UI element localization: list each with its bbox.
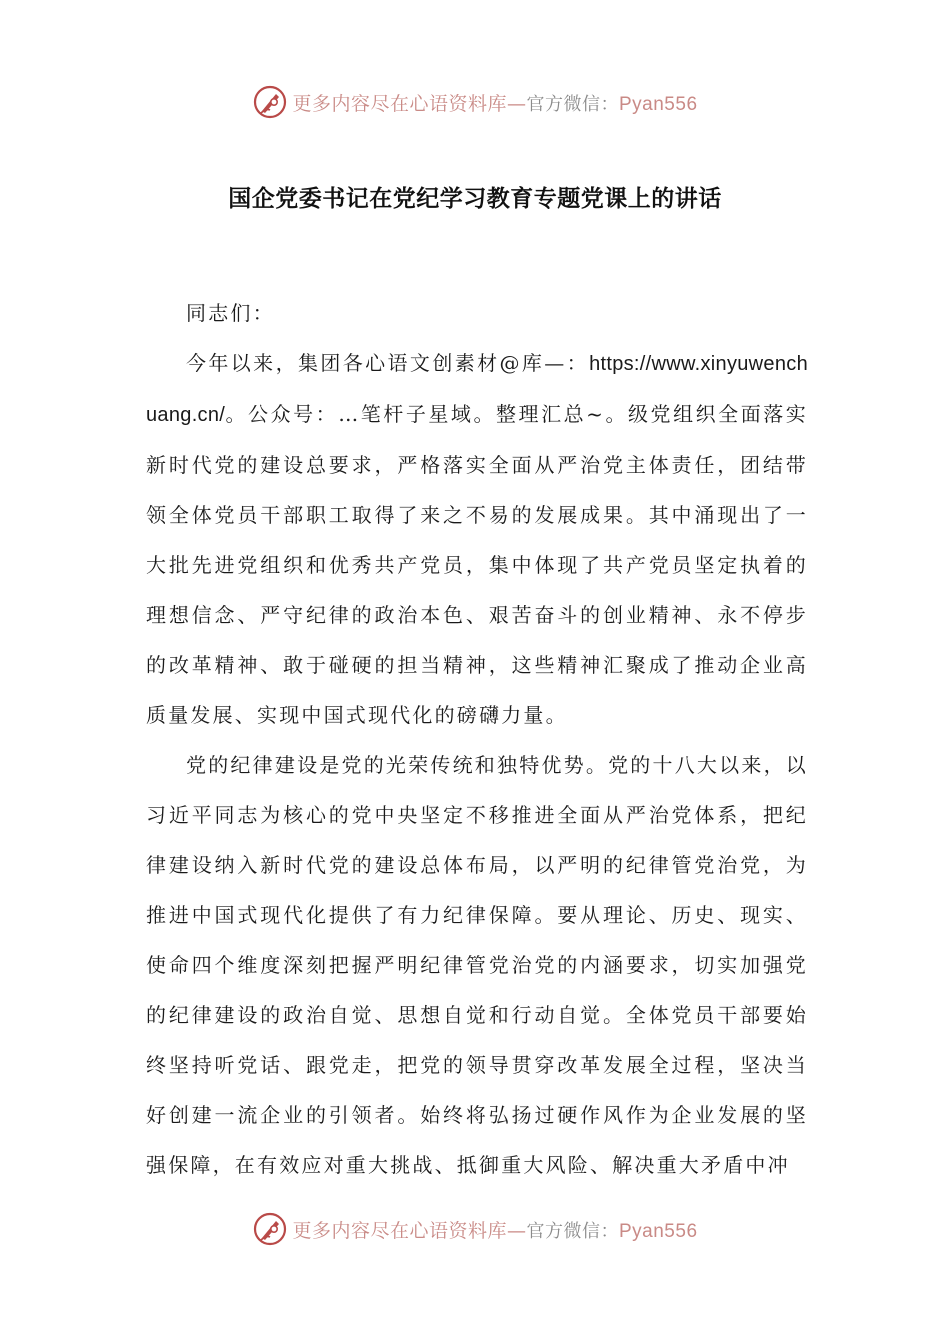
- banner-dash: —: [507, 1219, 527, 1242]
- banner-official-label: 官方微信：: [526, 93, 619, 115]
- paragraph-1: [146, 338, 808, 740]
- paragraph-1-rest: 。公众号：…笔杆子星域。整理汇总~。级党组织全面落实新时代党的建设总要求，严格落实全面从严治党主体责任，团结带领全体党员干部职工取得了来之不易的发展成果。其中涌现出了一大批先进党组织和优秀共产党员，集中体现了共产党员坚定执着的理想信念、严守纪律的政治本色、艰苦奋斗的创业精神、永不停步的改革精神、敢于碰硬的担当精神，这些精神汇聚成了推动企业高质量发展、实现中国式现代化的磅礴力量。: [146, 402, 808, 727]
- banner-site-text: 更多内容尽在心语资料库: [292, 1219, 507, 1242]
- banner-wechat-id: Pyan556: [619, 1220, 698, 1242]
- document-title: 国企党委书记在党纪学习教育专题党课上的讲话: [228, 186, 722, 212]
- document-body: [146, 288, 808, 1190]
- pen-nib-seal-icon: [252, 1211, 288, 1247]
- banner-text: [292, 1216, 697, 1243]
- banner-text: [292, 89, 697, 116]
- banner-dash: —: [507, 92, 527, 115]
- banner-site-text: 更多内容尽在心语资料库: [292, 92, 507, 115]
- paragraph-1-lead: 今年以来，集团各心语文创素材@库—：: [186, 351, 590, 375]
- footer-banner: [0, 1209, 950, 1249]
- banner-official-label: 官方微信：: [526, 1220, 619, 1242]
- pen-nib-seal-icon: [252, 84, 288, 120]
- website-url: https://www.xinyuwenchuang.cn/: [146, 353, 808, 426]
- salutation: 同志们：: [186, 301, 275, 325]
- paragraph-2: 党的纪律建设是党的光荣传统和独特优势。党的十八大以来，以习近平同志为核心的党中央坚定不移推进全面从严治党体系，把纪律建设纳入新时代党的建设总体布局，以严明的纪律管党治党，为推进中国式现代化提供了有力纪律保障。要从理论、历史、现实、使命四个维度深刻把握严明纪律管党治党的内涵要求，切实加强党的纪律建设的政治自觉、思想自觉和行动自觉。全体党员干部要始终坚持听党话、跟党走，把党的领导贯穿改革发展全过程，坚决当好创建一流企业的引领者。始终将弘扬过硬作风作为企业发展的坚强保障，在有效应对重大挑战、抵御重大风险、解决重大矛盾中冲: [146, 753, 808, 1177]
- header-banner: [0, 82, 950, 122]
- banner-wechat-id: Pyan556: [619, 93, 698, 115]
